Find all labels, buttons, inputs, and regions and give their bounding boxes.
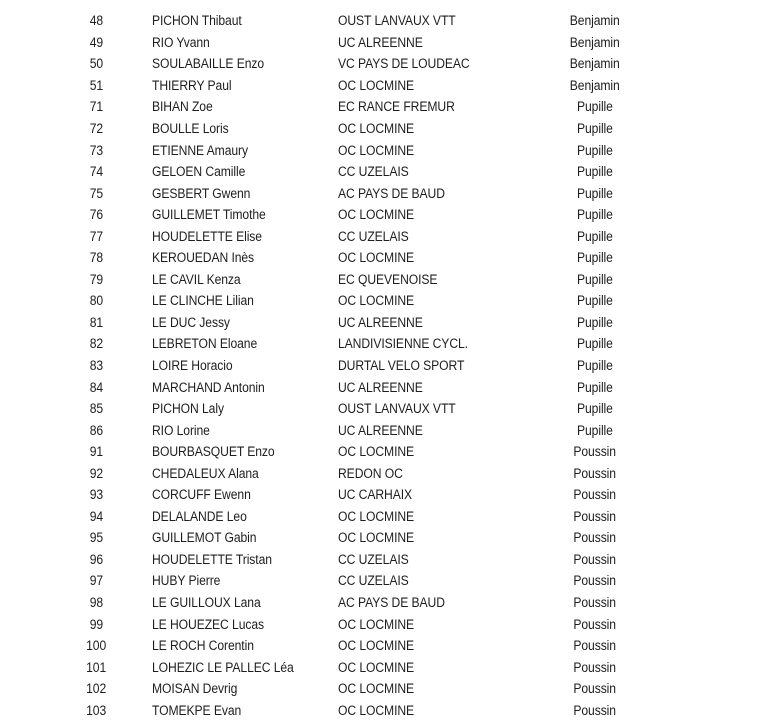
rider-category-cell (535, 99, 655, 114)
table-row (0, 32, 768, 54)
rider-club-cell (338, 380, 535, 395)
rider-name: DELALANDE Leo (152, 508, 247, 524)
rider-number-cell (72, 250, 120, 265)
rider-name-cell (152, 444, 338, 459)
table-row (0, 182, 768, 204)
rider-number-cell (72, 186, 120, 201)
rider-name: HUBY Pierre (152, 573, 221, 589)
rider-club-cell (338, 509, 535, 524)
rider-number: 96 (89, 551, 103, 567)
rider-number-cell (72, 272, 120, 287)
rider-category-cell (535, 13, 655, 28)
rider-name-cell (152, 703, 338, 718)
rider-category: Poussin (573, 573, 617, 589)
rider-category: Poussin (573, 508, 617, 524)
rider-number: 101 (85, 659, 106, 675)
rider-name-cell (152, 186, 338, 201)
rider-category-cell (535, 35, 655, 50)
rider-category-cell (535, 121, 655, 136)
rider-name-cell (152, 595, 338, 610)
rider-name-cell (152, 638, 338, 653)
rider-number: 83 (89, 358, 103, 374)
rider-name: LE HOUEZEC Lucas (152, 616, 265, 632)
rider-category: Benjamin (570, 56, 620, 72)
rider-name: LEBRETON Eloane (152, 336, 258, 352)
rider-name: TOMEKPE Evan (152, 702, 242, 718)
rider-club: OC LOCMINE (338, 508, 415, 524)
rider-name: RIO Yvann (152, 34, 210, 50)
rider-number: 86 (89, 422, 103, 438)
rider-number-cell (72, 444, 120, 459)
rider-category: Pupille (577, 164, 613, 180)
rider-number: 73 (89, 142, 103, 158)
rider-name: BIHAN Zoe (152, 99, 213, 115)
rider-club-cell (338, 293, 535, 308)
rider-club-cell (338, 552, 535, 567)
rider-category: Poussin (573, 465, 617, 481)
rider-category-cell (535, 638, 655, 653)
rider-number: 76 (89, 207, 103, 223)
rider-category: Poussin (573, 487, 617, 503)
rider-number-cell (72, 466, 120, 481)
rider-category-cell (535, 143, 655, 158)
rider-name-cell (152, 336, 338, 351)
rider-club-cell (338, 423, 535, 438)
rider-name: KEROUEDAN Inès (152, 250, 255, 266)
table-row (0, 225, 768, 247)
rider-number: 94 (89, 508, 103, 524)
rider-name-cell (152, 315, 338, 330)
rider-number: 103 (85, 702, 106, 718)
table-row (0, 247, 768, 269)
rider-name: RIO Lorine (152, 422, 210, 438)
rider-category-cell (535, 78, 655, 93)
table-row (0, 269, 768, 291)
rider-name-cell (152, 293, 338, 308)
rider-category: Benjamin (570, 77, 620, 93)
rider-club: CC UZELAIS (338, 551, 409, 567)
rider-category: Pupille (577, 121, 613, 136)
rider-category-cell (535, 207, 655, 222)
rider-number-cell (72, 315, 120, 330)
rider-number: 50 (89, 56, 103, 72)
rider-name: BOULLE Loris (152, 121, 229, 136)
rider-club-cell (338, 143, 535, 158)
rider-club: VC PAYS DE LOUDEAC (338, 56, 470, 72)
rider-club: UC ALREENNE (338, 422, 423, 438)
table-row (0, 462, 768, 484)
rider-category-cell (535, 487, 655, 502)
rider-number-cell (72, 423, 120, 438)
rider-club: OC LOCMINE (338, 250, 415, 266)
rider-club-cell (338, 401, 535, 416)
rider-category: Pupille (577, 293, 613, 309)
rider-club-cell (338, 530, 535, 545)
rider-club: DURTAL VELO SPORT (338, 358, 465, 374)
table-row (0, 484, 768, 506)
rider-number: 48 (89, 13, 103, 29)
rider-number-cell (72, 595, 120, 610)
rider-club-cell (338, 229, 535, 244)
rider-name: LE CLINCHE Lilian (152, 293, 254, 309)
rider-number-cell (72, 78, 120, 93)
table-row (0, 333, 768, 355)
rider-club: OUST LANVAUX VTT (338, 401, 456, 417)
rider-club: OC LOCMINE (338, 293, 415, 309)
rider-number: 75 (89, 185, 103, 201)
rider-club: UC ALREENNE (338, 314, 423, 330)
rider-club-cell (338, 573, 535, 588)
rider-number: 84 (89, 379, 103, 395)
rider-category: Pupille (577, 336, 613, 352)
rider-number-cell (72, 121, 120, 136)
rider-club: REDON OC (338, 465, 403, 481)
rider-club: OC LOCMINE (338, 681, 415, 697)
rider-name-cell (152, 358, 338, 373)
rider-club-cell (338, 99, 535, 114)
rider-number-cell (72, 99, 120, 114)
rider-number-cell (72, 143, 120, 158)
rider-club-cell (338, 466, 535, 481)
rider-name-cell (152, 681, 338, 696)
rider-number-cell (72, 336, 120, 351)
rider-category-cell (535, 358, 655, 373)
rider-category-cell (535, 660, 655, 675)
table-row (0, 312, 768, 334)
rider-name-cell (152, 509, 338, 524)
rider-name-cell (152, 78, 338, 93)
rider-category-cell (535, 595, 655, 610)
rider-name-cell (152, 164, 338, 179)
table-row (0, 506, 768, 528)
rider-number-cell (72, 703, 120, 718)
rider-number: 98 (89, 595, 103, 611)
table-row (0, 613, 768, 635)
rider-name-cell (152, 401, 338, 416)
rider-name: MOISAN Devrig (152, 681, 238, 697)
rider-category: Pupille (577, 271, 613, 287)
rider-club: UC ALREENNE (338, 379, 423, 395)
rider-club-cell (338, 121, 535, 136)
rider-name: SOULABAILLE Enzo (152, 56, 265, 72)
rider-number: 74 (89, 164, 103, 180)
rider-name: HOUDELETTE Tristan (152, 551, 272, 567)
rider-club-cell (338, 272, 535, 287)
rider-number-cell (72, 358, 120, 373)
rider-name: LOIRE Horacio (152, 358, 233, 374)
rider-club: CC UZELAIS (338, 164, 409, 180)
rider-number: 81 (89, 314, 103, 330)
rider-number-cell (72, 401, 120, 416)
rider-name: HOUDELETTE Elise (152, 228, 262, 244)
rider-number: 91 (89, 444, 103, 460)
rider-club: EC RANCE FREMUR (338, 99, 455, 115)
table-row (0, 53, 768, 75)
rider-category: Pupille (577, 142, 613, 158)
rider-category-cell (535, 530, 655, 545)
rider-category-cell (535, 466, 655, 481)
table-row (0, 118, 768, 140)
rider-club-cell (338, 207, 535, 222)
rider-club-cell (338, 487, 535, 502)
rider-category-cell (535, 423, 655, 438)
rider-name: PICHON Thibaut (152, 13, 242, 29)
rider-number: 95 (89, 530, 103, 546)
rider-club: UC CARHAIX (338, 487, 413, 503)
table-row (0, 376, 768, 398)
rider-category: Pupille (577, 99, 613, 115)
rider-number: 93 (89, 487, 103, 503)
rider-club-cell (338, 681, 535, 696)
rider-number-cell (72, 35, 120, 50)
rider-number-cell (72, 487, 120, 502)
rider-club: OC LOCMINE (338, 616, 415, 632)
rider-number-cell (72, 681, 120, 696)
table-row (0, 635, 768, 657)
rider-number-cell (72, 617, 120, 632)
rider-category-cell (535, 509, 655, 524)
rider-name-cell (152, 56, 338, 71)
rider-category-cell (535, 56, 655, 71)
rider-number: 82 (89, 336, 103, 352)
rider-name: ETIENNE Amaury (152, 142, 248, 158)
rider-club: AC PAYS DE BAUD (338, 595, 445, 611)
table-row (0, 549, 768, 571)
rider-name-cell (152, 423, 338, 438)
rider-category-cell (535, 552, 655, 567)
rider-name-cell (152, 552, 338, 567)
rider-name: BOURBASQUET Enzo (152, 444, 275, 460)
rider-name: THIERRY Paul (152, 77, 232, 93)
rider-number-cell (72, 573, 120, 588)
rider-name: LOHEZIC LE PALLEC Léa (152, 659, 294, 675)
rider-club: CC UZELAIS (338, 228, 409, 244)
rider-number: 80 (89, 293, 103, 309)
rider-number-cell (72, 56, 120, 71)
rider-category: Pupille (577, 250, 613, 266)
rider-number-cell (72, 207, 120, 222)
rider-category-cell (535, 250, 655, 265)
rider-category: Benjamin (570, 34, 620, 50)
rider-club-cell (338, 703, 535, 718)
table-row (0, 10, 768, 32)
rider-name-cell (152, 380, 338, 395)
table-row (0, 678, 768, 700)
table-row (0, 656, 768, 678)
rider-club: CC UZELAIS (338, 573, 409, 589)
rider-number-cell (72, 229, 120, 244)
rider-number-cell (72, 509, 120, 524)
table-row (0, 204, 768, 226)
rider-category-cell (535, 617, 655, 632)
rider-number-cell (72, 660, 120, 675)
rider-name-cell (152, 35, 338, 50)
rider-club-cell (338, 250, 535, 265)
rider-number: 102 (85, 681, 106, 697)
rider-name-cell (152, 573, 338, 588)
rider-category-cell (535, 681, 655, 696)
rider-category-cell (535, 573, 655, 588)
rider-category: Poussin (573, 616, 617, 632)
rider-category-cell (535, 444, 655, 459)
rider-club: OC LOCMINE (338, 77, 415, 93)
table-row (0, 570, 768, 592)
rider-category: Pupille (577, 228, 613, 244)
rider-category: Poussin (573, 702, 617, 718)
rider-name-cell (152, 487, 338, 502)
rider-club-cell (338, 315, 535, 330)
rider-club: OC LOCMINE (338, 207, 415, 223)
rider-club: EC QUEVENOISE (338, 271, 438, 287)
rider-club-cell (338, 638, 535, 653)
rider-category-cell (535, 229, 655, 244)
rider-category: Poussin (573, 530, 617, 546)
rider-category: Pupille (577, 185, 613, 201)
rider-name: LE DUC Jessy (152, 314, 230, 330)
rider-club-cell (338, 186, 535, 201)
rider-number: 92 (89, 465, 103, 481)
rider-name-cell (152, 617, 338, 632)
rider-category-cell (535, 164, 655, 179)
table-row (0, 700, 768, 722)
rider-number: 51 (89, 77, 103, 93)
rider-name: LE CAVIL Kenza (152, 271, 241, 287)
rider-category-cell (535, 186, 655, 201)
rider-category: Poussin (573, 681, 617, 697)
rider-number: 71 (89, 99, 103, 115)
rider-category-cell (535, 336, 655, 351)
rider-club-cell (338, 56, 535, 71)
rider-category: Poussin (573, 638, 617, 654)
rider-club: OC LOCMINE (338, 444, 415, 460)
rider-number-cell (72, 552, 120, 567)
rider-category-cell (535, 703, 655, 718)
table-row (0, 96, 768, 118)
rider-name-cell (152, 229, 338, 244)
rider-category: Poussin (573, 595, 617, 611)
rider-category-cell (535, 315, 655, 330)
rider-club: OC LOCMINE (338, 121, 415, 136)
rider-category: Pupille (577, 401, 613, 417)
rider-category: Poussin (573, 444, 617, 460)
rider-name: MARCHAND Antonin (152, 379, 265, 395)
rider-club: OC LOCMINE (338, 530, 415, 546)
rider-club-cell (338, 444, 535, 459)
rider-club: OUST LANVAUX VTT (338, 13, 456, 29)
rider-name: GUILLEMOT Gabin (152, 530, 257, 546)
rider-number: 77 (89, 228, 103, 244)
rider-name: GELOEN Camille (152, 164, 246, 180)
rider-name: LE GUILLOUX Lana (152, 595, 261, 611)
rider-name: LE ROCH Corentin (152, 638, 254, 654)
rider-club: UC ALREENNE (338, 34, 423, 50)
rider-club-cell (338, 78, 535, 93)
table-row (0, 139, 768, 161)
rider-category: Poussin (573, 659, 617, 675)
table-row (0, 290, 768, 312)
rider-number-cell (72, 638, 120, 653)
rider-club-cell (338, 660, 535, 675)
rider-name-cell (152, 530, 338, 545)
rider-name: CHEDALEUX Alana (152, 465, 259, 481)
rider-number: 72 (89, 121, 103, 136)
table-row (0, 398, 768, 420)
rider-number-cell (72, 293, 120, 308)
rider-club: OC LOCMINE (338, 659, 415, 675)
rider-category: Pupille (577, 207, 613, 223)
rider-club-cell (338, 595, 535, 610)
rider-number-cell (72, 13, 120, 28)
rider-number: 97 (89, 573, 103, 589)
table-row (0, 592, 768, 614)
rider-name-cell (152, 466, 338, 481)
rider-name: CORCUFF Ewenn (152, 487, 251, 503)
rider-name: PICHON Laly (152, 401, 224, 417)
rider-club-cell (338, 35, 535, 50)
table-row (0, 355, 768, 377)
rider-name-cell (152, 13, 338, 28)
table-row (0, 75, 768, 97)
rider-category: Poussin (573, 551, 617, 567)
rider-name-cell (152, 121, 338, 136)
rider-name: GESBERT Gwenn (152, 185, 251, 201)
rider-club: OC LOCMINE (338, 142, 415, 158)
rider-number-cell (72, 164, 120, 179)
rider-number: 49 (89, 34, 103, 50)
rider-category-cell (535, 272, 655, 287)
table-row (0, 161, 768, 183)
rider-category-cell (535, 293, 655, 308)
rider-club-cell (338, 358, 535, 373)
rider-name-cell (152, 250, 338, 265)
rider-number-cell (72, 380, 120, 395)
rider-name-cell (152, 660, 338, 675)
rider-club: LANDIVISIENNE CYCL. (338, 336, 468, 352)
rider-name-cell (152, 99, 338, 114)
table-row (0, 527, 768, 549)
rider-name-cell (152, 272, 338, 287)
rider-club-cell (338, 164, 535, 179)
rider-category-cell (535, 380, 655, 395)
table-row (0, 441, 768, 463)
rider-club: AC PAYS DE BAUD (338, 185, 445, 201)
rider-number: 79 (89, 271, 103, 287)
table-row (0, 419, 768, 441)
rider-club: OC LOCMINE (338, 702, 415, 718)
rider-club: OC LOCMINE (338, 638, 415, 654)
rider-club-cell (338, 617, 535, 632)
rider-number: 85 (89, 401, 103, 417)
rider-name-cell (152, 143, 338, 158)
rider-number: 78 (89, 250, 103, 266)
rider-category: Pupille (577, 314, 613, 330)
rider-number: 100 (85, 638, 106, 654)
rider-number-cell (72, 530, 120, 545)
rider-club-cell (338, 13, 535, 28)
rider-club-cell (338, 336, 535, 351)
rider-category: Benjamin (570, 13, 620, 29)
rider-name: GUILLEMET Timothe (152, 207, 266, 223)
rider-category: Pupille (577, 358, 613, 374)
rider-category: Pupille (577, 422, 613, 438)
rider-category: Pupille (577, 379, 613, 395)
rider-category-cell (535, 401, 655, 416)
rider-name-cell (152, 207, 338, 222)
rider-number: 99 (89, 616, 103, 632)
